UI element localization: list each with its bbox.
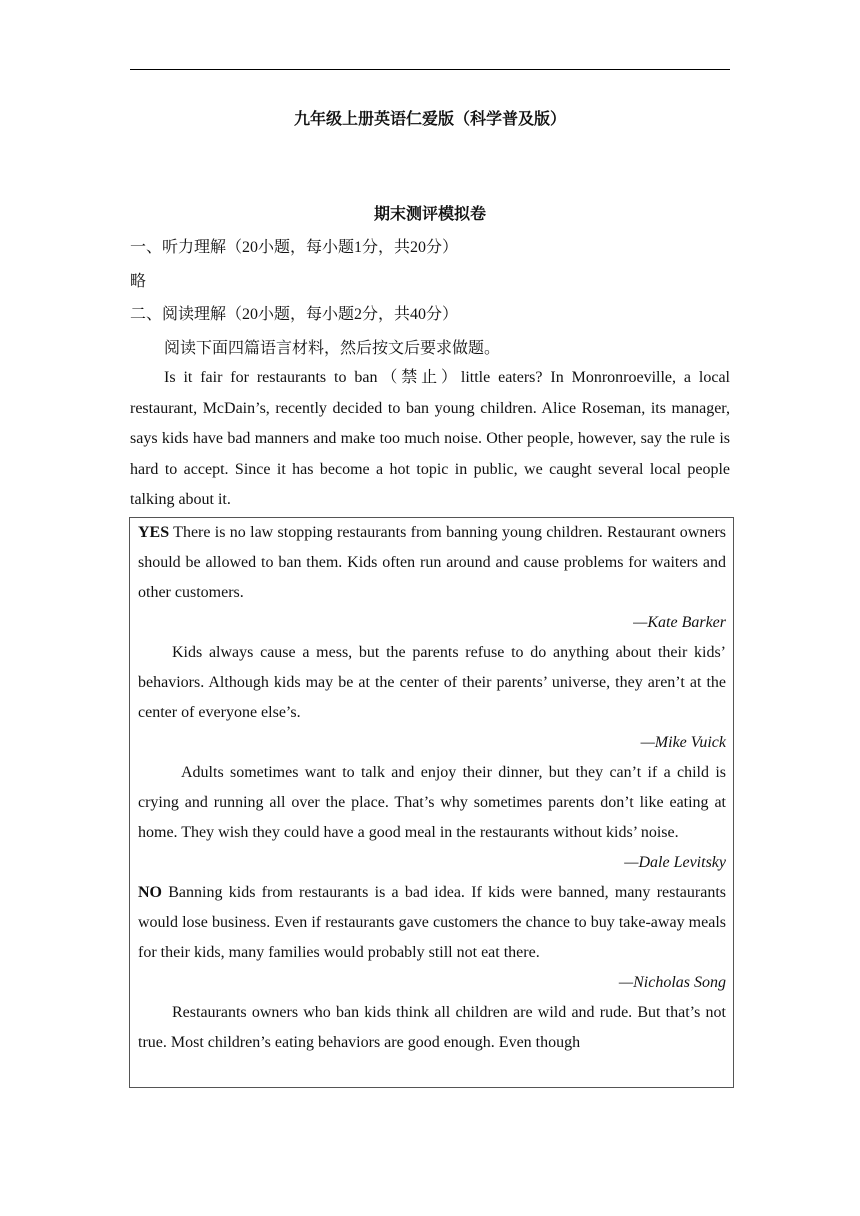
yes-label: YES xyxy=(138,524,170,541)
listening-heading: 一、听力理解（20小题，每小题1分，共20分） xyxy=(130,239,459,256)
passage-intro: Is it fair for restaurants to ban（禁止）little eaters? In Monronroeville, a local restaurant, McDain’s, recently decided to ban young children. Alice Roseman, its manager, says kids have bad manners and make too much noise. Other people, however, say the rule is hard to accept. Since it has become a hot topic in public, we caught several local people talking about it. xyxy=(130,369,730,508)
reading-heading: 二、阅读理解（20小题，每小题2分，共40分） xyxy=(130,306,459,323)
signature-mike-vuick: —Mike Vuick xyxy=(640,734,726,751)
reading-instruction: 阅读下面四篇语言材料，然后按文后要求做题。 xyxy=(164,340,501,357)
opinion-no-1-text: Banning kids from restaurants is a bad idea. If kids were banned, many restaurants would lose business. Even if restaurants gave customers the chance to buy take-away meals for their kids, many families would probably still not eat there. xyxy=(138,884,726,961)
opinion-no-1 xyxy=(138,878,726,968)
document-subtitle: 期末测评模拟卷 xyxy=(373,206,486,223)
document-title: 九年级上册英语仁爱版（科学普及版） xyxy=(293,111,566,128)
signature-kate-barker: —Kate Barker xyxy=(633,614,726,631)
no-label: NO xyxy=(138,884,162,901)
opinion-yes-1-text: There is no law stopping restaurants from banning young children. Restaurant owners should be allowed to ban them. Kids often run around and cause problems for waiters and other customers. xyxy=(138,524,726,601)
opinions-box xyxy=(129,517,734,1088)
header-rule xyxy=(130,69,730,70)
opinion-yes-3: Adults sometimes want to talk and enjoy their dinner, but they can’t if a child is crying and running all over the place. That’s why sometimes parents don’t like eating at home. They wish they could have a good meal in the restaurants without kids’ noise. xyxy=(138,764,726,841)
opinion-no-2: Restaurants owners who ban kids think all children are wild and rude. But that’s not true. Most children’s eating behaviors are good enough. Even though xyxy=(138,1004,726,1051)
signature-dale-levitsky: —Dale Levitsky xyxy=(624,854,726,871)
listening-note: 略 xyxy=(130,273,147,290)
signature-nicholas-song: —Nicholas Song xyxy=(618,974,726,991)
opinion-yes-1 xyxy=(138,518,726,608)
opinion-yes-2: Kids always cause a mess, but the parents refuse to do anything about their kids’ behaviors. Although kids may be at the center of their parents’ universe, they aren’t at the center of everyone else’s. xyxy=(138,644,726,721)
